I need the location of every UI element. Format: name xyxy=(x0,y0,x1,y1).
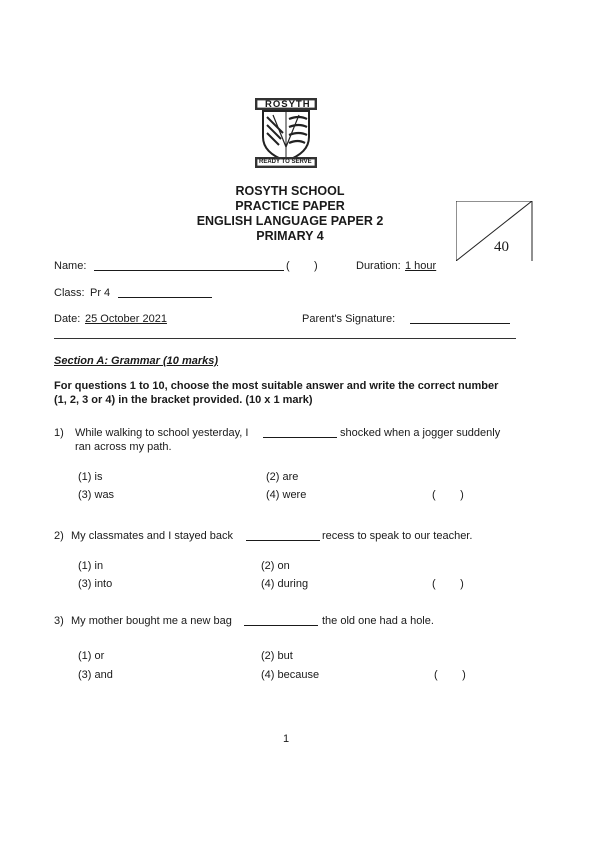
question-2-answer-bracket[interactable]: ( ) xyxy=(432,578,464,590)
name-field[interactable] xyxy=(94,260,284,271)
question-1-text-line-2: ran across my path. xyxy=(75,441,172,453)
question-3-option-1: (1) or xyxy=(78,650,105,662)
score-total: 40 xyxy=(494,239,509,255)
name-label: Name: xyxy=(54,260,87,272)
question-2-option-4: (4) during xyxy=(261,578,309,590)
header-divider xyxy=(54,338,516,339)
question-3-blank xyxy=(244,615,318,626)
class-value: Pr 4 xyxy=(90,287,111,299)
question-3-text-after: the old one had a hole. xyxy=(322,615,434,627)
class-field[interactable] xyxy=(118,287,212,298)
register-bracket-open: ( xyxy=(286,260,290,272)
question-2-text-after: recess to speak to our teacher. xyxy=(322,530,473,542)
question-2-option-2: (2) on xyxy=(261,560,290,572)
paper-level: PRIMARY 4 xyxy=(256,229,324,243)
question-2-blank xyxy=(246,530,320,541)
question-1-answer-bracket[interactable]: ( ) xyxy=(432,489,464,501)
question-3-answer-bracket[interactable]: ( ) xyxy=(434,669,466,681)
paper-subject: ENGLISH LANGUAGE PAPER 2 xyxy=(196,214,384,228)
class-label: Class: xyxy=(54,287,85,299)
page-number: 1 xyxy=(283,733,290,745)
question-2-number: 2) xyxy=(54,530,64,542)
question-1-blank xyxy=(263,427,337,438)
instructions-line-1: For questions 1 to 10, choose the most suitable answer and write the correct number xyxy=(54,380,499,392)
question-3-number: 3) xyxy=(54,615,64,627)
signature-field[interactable] xyxy=(410,313,510,324)
section-title: Section A: Grammar (10 marks) xyxy=(54,355,219,367)
question-1-option-3: (3) was xyxy=(78,489,115,501)
school-crest-logo xyxy=(253,97,319,169)
question-3-option-2: (2) but xyxy=(261,650,293,662)
question-3-option-3: (3) and xyxy=(78,669,113,681)
duration-label: Duration: xyxy=(356,260,401,272)
question-2-text: My classmates and I stayed back xyxy=(71,530,234,542)
register-bracket-close: ) xyxy=(314,260,318,272)
date-label: Date: xyxy=(54,313,81,325)
question-2-option-3: (3) into xyxy=(78,578,113,590)
crest-banner-bottom: READY TO SERVE xyxy=(259,159,312,165)
question-1-number: 1) xyxy=(54,427,64,439)
paper-type: PRACTICE PAPER xyxy=(235,199,345,213)
question-3-text: My mother bought me a new bag xyxy=(71,615,232,627)
duration-value: 1 hour xyxy=(405,260,437,272)
instructions-line-2: (1, 2, 3 or 4) in the bracket provided. (10 x 1 mark) xyxy=(54,394,313,406)
question-2-option-1: (1) in xyxy=(78,560,104,572)
question-1-option-4: (4) were xyxy=(266,489,307,501)
signature-label: Parent's Signature: xyxy=(302,313,396,325)
question-1-option-2: (2) are xyxy=(266,471,299,483)
question-3-option-4: (4) because xyxy=(261,669,320,681)
question-1-text-after: shocked when a jogger suddenly xyxy=(340,427,501,439)
question-1-text: While walking to school yesterday, I xyxy=(75,427,249,439)
date-value: 25 October 2021 xyxy=(85,313,167,325)
question-1-option-1: (1) is xyxy=(78,471,103,483)
school-name: ROSYTH SCHOOL xyxy=(235,184,345,198)
register-number-field[interactable] xyxy=(293,260,307,270)
crest-banner-top: ROSYTH xyxy=(265,99,311,110)
